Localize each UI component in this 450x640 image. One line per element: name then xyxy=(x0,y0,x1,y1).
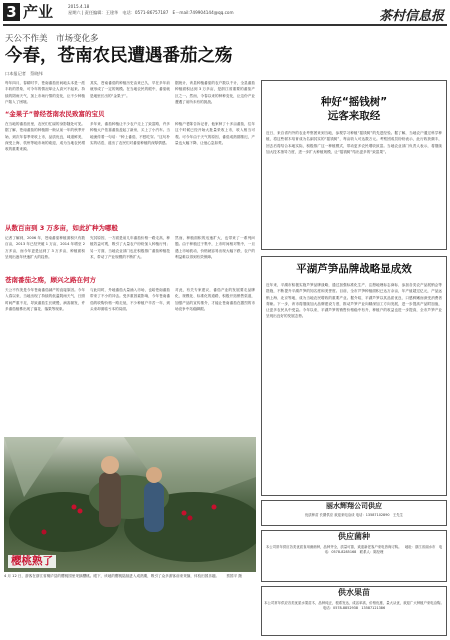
side-story-1-headline: 种好“摇钱树” 远客来取经 xyxy=(320,96,388,122)
side-story-1-body: 近日，来自省内外的农业考察团来到当地，参观学习种植“摇钱树”的先进经验。据了解，当地农户通过科学种植，将这些树木培育成为名副其实的“摇钱树”，每亩收入可达数万元。考察团成员纷纷表示，此行收获颇丰，回去后将结合本地实际，积极推广这一种植模式，带动更多农民增收致富。当地农业部门负责人表示，将继续加大技术指导力度，进一步扩大种植规模，让“摇钱树”结出更多的“致富果”。 xyxy=(266,131,442,154)
header-date: 2015.4.18 xyxy=(68,4,90,9)
header-editor-line: 星期六 | 责任编辑：王建华 电话：0571-86757187 E－mail:749904144@qq.com xyxy=(68,10,234,15)
photo-caption: 4 月 12 日，游客在浙江省桐庐县的樱桃园里采摘樱桃。眼下，该地的樱桃陆续进入成熟期，吸引了众多游客前来采摘，体验田园乐趣。 蔡国平 摄 xyxy=(4,574,242,578)
subhead-2: 从数百亩到 3 万多亩，如此扩种为哪般 xyxy=(5,224,119,232)
sec3-col-2: 与此同时，外地番茄大量涌入市场，也给苍南番茄带来了不小的冲击。受多重因素影响，今年苍南番茄的收购价格一路走低，不少种植户辛苦一年，到头来却面临亏本的局面。 xyxy=(90,288,170,311)
side-story-2-body: 近年来，平湖市积极实施芦笋品牌战略，通过加强标准化生产、注册地理标志商标、参加各类农产品展销会等措施，不断提升平湖芦笋的知名度和美誉度。目前，全市芦笋种植面积已达万余亩，年产值超过亿元，产品远销上海、北京等地，成为当地农民增收的重要产业。据介绍，平湖芦笋以其品质优良、口感鲜嫩而深受消费者青睐。下一步，该市将继续加大品牌建设力度，推动芦笋产业向精深加工方向发展，进一步提高产品附加值，让更多农民从中受益。今年以来，平湖芦笋的销售价格稳中有升，种植户的收益也进一步提高，全市芦笋产业呈现出良好的发展态势。 xyxy=(266,283,442,319)
page-header xyxy=(0,0,450,26)
cherry-photo xyxy=(4,437,256,572)
page-number: 3 xyxy=(3,3,20,21)
header-rule xyxy=(3,24,447,26)
article-headline: 今春，苍南农民遭遇番茄之殇 xyxy=(5,46,233,66)
photo-title: 樱桃熟了 xyxy=(8,555,56,568)
ad-1-text: 优质种苗 长期供应 欢迎来电洽谈 电话：13587102890 王先生 xyxy=(304,513,404,517)
ad-2-text: 本公司常年供应各类优质食用菌菌种，品种齐全，质量可靠，欢迎新老客户来电咨询订购。 地址：浙江省丽水市 电话：0578-8285168 联系人：陈经理 xyxy=(265,545,443,555)
sec1-col-2: 多年来，番茄种植让不少农户走上了致富路，许多种植大户依靠番茄盖起了新房，买上了小汽车。当地流传着一句话：“种上番茄，不愁吃穿。”这句朴实的话语，道出了农民们对番茄种植的深厚情感。 xyxy=(90,122,170,145)
article-kicker: 天公不作美 市场变化多 xyxy=(5,34,99,44)
header-meta xyxy=(68,4,234,16)
subhead-3: 苍南番茄之殇，顾兴之路在何方 xyxy=(5,276,96,284)
photo-illustration xyxy=(4,437,256,572)
ad-3-title: 供水果苗 xyxy=(338,588,370,597)
sec2-col-1: 记者了解到，2006 年，苍南番茄种植面积只有数百亩，2013 年已经突破 1 万亩，2014 年增至 2 万多亩，而今年更是达到了 3 万多亩，种植面积呈现出逐年快速扩大的趋势。 xyxy=(5,236,85,259)
newspaper-logo: 茶村信息报 xyxy=(378,9,444,24)
ad-3-text: 本公司常年供应各类优质水果苗木，品种纯正，根系发达，成活率高，价格优惠，量大从优，欢迎广大种植户来电洽购。 电话：0578-8852938 13587121386 xyxy=(264,601,448,611)
sec2-col-3: 然而，种植面积的迅速扩大，也带来了一系列问题。由于种植过于集中，上市时间相对集中，一旦遇上市场波动，价格就容易出现大幅下跌，农户的利益难以得到有效保障。 xyxy=(175,236,255,259)
side-story-2-headline: 平湖芦笋品牌战略显成效 xyxy=(296,263,412,275)
intro-col-1: 每年四月，春耕时节，苍南番茄田间地头本是一派丰收的景象，可今年的情况却让人高兴不起来。持续的阴雨天气，加上市场行情的变化，让不少种植户陷入了困境。 xyxy=(5,81,85,104)
sec3-col-3: 对此，有关专家建议，番茄产业的发展要走品牌化、规模化、标准化的道路，积极开拓销售渠道，加强产品的宣传推介，才能让苍南番茄在激烈的市场竞争中站稳脚跟。 xyxy=(175,288,255,311)
intro-col-2: 其实，苍南番茄的种植历史由来已久，早在多年前就形成了一定的规模。在当地农民的眼中，番茄就是地里长出的“金果子”。 xyxy=(90,81,170,98)
article-byline: 口本报记者 蔡晓纬 xyxy=(5,71,43,76)
sec2-col-2: 究其原因，一方面是前几年番茄价格一路走高，种植效益可观，吸引了大量农户纷纷加入种植行列；另一方面，当地农业部门也在积极推广番茄种植技术，带动了产业规模的不断扩大。 xyxy=(90,236,170,259)
intro-col-3: 据统计，该县种植番茄的农户数以千计，全县番茄种植面积达到 3 万多亩，是浙江省重要的番茄产区之一。然而，今春以来的种种变化，让这份产业遭遇了前所未有的挑战。 xyxy=(175,81,255,104)
sec1-col-3: 种植户老陈告诉记者，他家种了十多亩番茄，往年这个时候已经开始大批量采收上市，收入相当可观。可今年由于天气的原因，番茄成熟期推迟，产量也大幅下降，让他心急如焚。 xyxy=(175,122,255,145)
subhead-1: “金果子”曾经苍南农民致富的宝贝 xyxy=(5,110,105,118)
sec1-col-1: 在当地的番茄田里，农民们忙碌的身影随处可见。据了解，苍南番茄的种植期一般从前一年的秋季开始，到次年春季采收上市，品质优良，味道鲜美，深受上海、杭州等地市场的欢迎，成为当地农民增收的重要来源。 xyxy=(5,122,85,152)
ad-2-title: 供应菌种 xyxy=(338,532,370,541)
ad-1-title: 丽水辉翔公司供应 xyxy=(326,502,382,510)
section-title: 产业 xyxy=(23,3,54,21)
sec3-col-1: 天公不作美是今年苍南番茄减产的直接原因。今年入春以来，当地出现了持续的低温阴雨天气，日照时间严重不足，导致番茄生长缓慢，病害频发，许多番茄植株出现了落花、落果等现象。 xyxy=(5,288,85,311)
